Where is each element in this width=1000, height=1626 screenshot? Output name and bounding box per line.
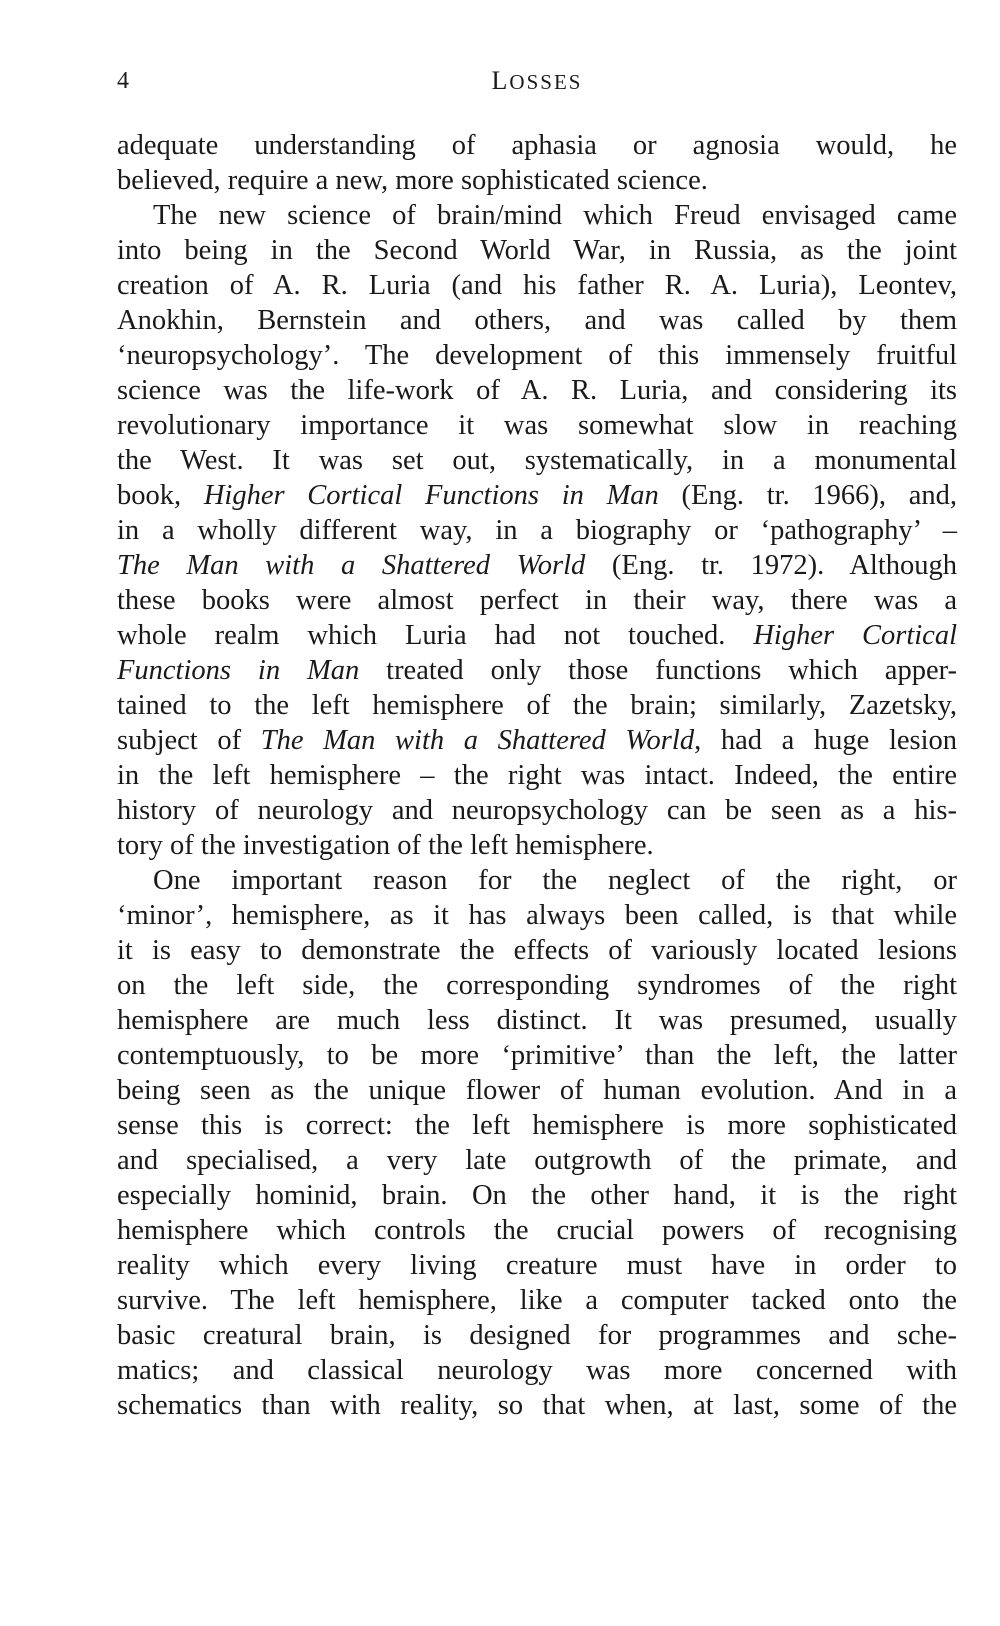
text-line: [117, 1353, 957, 1388]
text-line: [117, 163, 957, 198]
text-run: contemptuously, to be more ‘primitive’ than the left, the latter: [117, 1040, 957, 1071]
text-run: Anokhin, Bernstein and others, and was called by them: [117, 305, 957, 336]
text-line: [117, 828, 957, 863]
text-line: [117, 968, 957, 1003]
text-run: reality which every living creature must have in order to: [117, 1250, 957, 1281]
text-run: into being in the Second World War, in Russia, as the joint: [117, 235, 957, 266]
text-line: [117, 1003, 957, 1038]
text-run: whole realm which Luria had not touched.: [117, 620, 754, 651]
text-run: in a wholly different way, in a biography or ‘pathography’ –: [117, 515, 957, 546]
text-line: [117, 303, 957, 338]
text-run: creation of A. R. Luria (and his father R. A. Luria), Leontev,: [117, 270, 957, 301]
text-line: [117, 583, 957, 618]
text-line: [117, 793, 957, 828]
text-line: [117, 373, 957, 408]
text-run: these books were almost perfect in their way, there was a: [117, 585, 957, 616]
text-line: [117, 863, 957, 898]
text-line: [117, 1143, 957, 1178]
text-line: [117, 1318, 957, 1353]
text-run: believed, require a new, more sophisticated science.: [117, 165, 708, 196]
italic-title: The Man with a Shattered World: [260, 725, 695, 756]
italic-title: Higher Cortical: [753, 620, 957, 651]
text-run: hemisphere which controls the crucial powers of recognising: [117, 1215, 957, 1246]
text-line: [117, 653, 957, 688]
text-line: [117, 408, 957, 443]
running-title: LOSSES: [491, 66, 583, 95]
text-run: The new science of brain/mind which Freud envisaged came: [153, 200, 957, 231]
running-head: [117, 62, 957, 96]
text-line: [117, 1038, 957, 1073]
text-line: [117, 548, 957, 583]
text-run: (Eng. tr. 1966), and,: [658, 480, 958, 511]
text-line: [117, 478, 957, 513]
text-run: tory of the investigation of the left hemisphere.: [117, 830, 654, 861]
text-line: [117, 1248, 957, 1283]
text-run: tained to the left hemisphere of the brain; similarly, Zazetsky,: [117, 690, 957, 721]
text-line: [117, 898, 957, 933]
text-run: ‘minor’, hemisphere, as it has always been called, is that while: [117, 900, 957, 931]
text-run: book,: [117, 480, 204, 511]
text-run: treated only those functions which apper-: [359, 655, 957, 686]
italic-title: Functions in Man: [117, 655, 360, 686]
text-run: ‘neuropsychology’. The development of this immensely fruitful: [117, 340, 957, 371]
text-line: [117, 933, 957, 968]
text-line: [117, 1108, 957, 1143]
text-line: [117, 1178, 957, 1213]
text-run: sense this is correct: the left hemisphere is more sophisticated: [117, 1110, 957, 1141]
text-run: subject of: [117, 725, 261, 756]
text-run: especially hominid, brain. On the other hand, it is the right: [117, 1180, 957, 1211]
text-line: [117, 233, 957, 268]
text-line: [117, 338, 957, 373]
text-run: it is easy to demonstrate the effects of variously located lesions: [117, 935, 957, 966]
text-run: matics; and classical neurology was more concerned with: [117, 1355, 957, 1386]
text-run: on the left side, the corresponding syndromes of the right: [117, 970, 957, 1001]
page-number: 4: [117, 68, 129, 94]
text-line: [117, 758, 957, 793]
text-line: [117, 1213, 957, 1248]
text-run: , had a huge lesion: [694, 725, 958, 756]
text-run: and specialised, a very late outgrowth of the primate, and: [117, 1145, 957, 1176]
text-line: [117, 128, 957, 163]
text-run: revolutionary importance it was somewhat slow in reaching: [117, 410, 957, 441]
text-run: the West. It was set out, systematically, in a monumental: [117, 445, 957, 476]
text-line: [117, 1283, 957, 1318]
text-run: being seen as the unique flower of human evolution. And in a: [117, 1075, 957, 1106]
text-run: (Eng. tr. 1972). Although: [585, 550, 958, 581]
italic-title: Higher Cortical Functions in Man: [203, 480, 659, 511]
text-run: in the left hemisphere – the right was intact. Indeed, the entire: [117, 760, 957, 791]
text-line: [117, 268, 957, 303]
text-line: [117, 513, 957, 548]
text-run: One important reason for the neglect of the right, or: [153, 865, 957, 896]
text-line: [117, 688, 957, 723]
body-text: [117, 128, 957, 1423]
text-run: hemisphere are much less distinct. It was presumed, usually: [117, 1005, 957, 1036]
text-line: [117, 1073, 957, 1108]
text-run: science was the life-work of A. R. Luria, and considering its: [117, 375, 957, 406]
text-run: survive. The left hemisphere, like a computer tacked onto the: [117, 1285, 957, 1316]
text-run: schematics than with reality, so that when, at last, some of the: [117, 1390, 957, 1421]
text-line: [117, 1388, 957, 1423]
italic-title: The Man with a Shattered World: [117, 550, 586, 581]
text-run: basic creatural brain, is designed for programmes and sche-: [117, 1320, 957, 1351]
text-line: [117, 443, 957, 478]
text-line: [117, 618, 957, 653]
text-run: history of neurology and neuropsychology can be seen as a his-: [117, 795, 957, 826]
text-run: adequate understanding of aphasia or agnosia would, he: [117, 130, 957, 161]
text-line: [117, 198, 957, 233]
text-line: [117, 723, 957, 758]
